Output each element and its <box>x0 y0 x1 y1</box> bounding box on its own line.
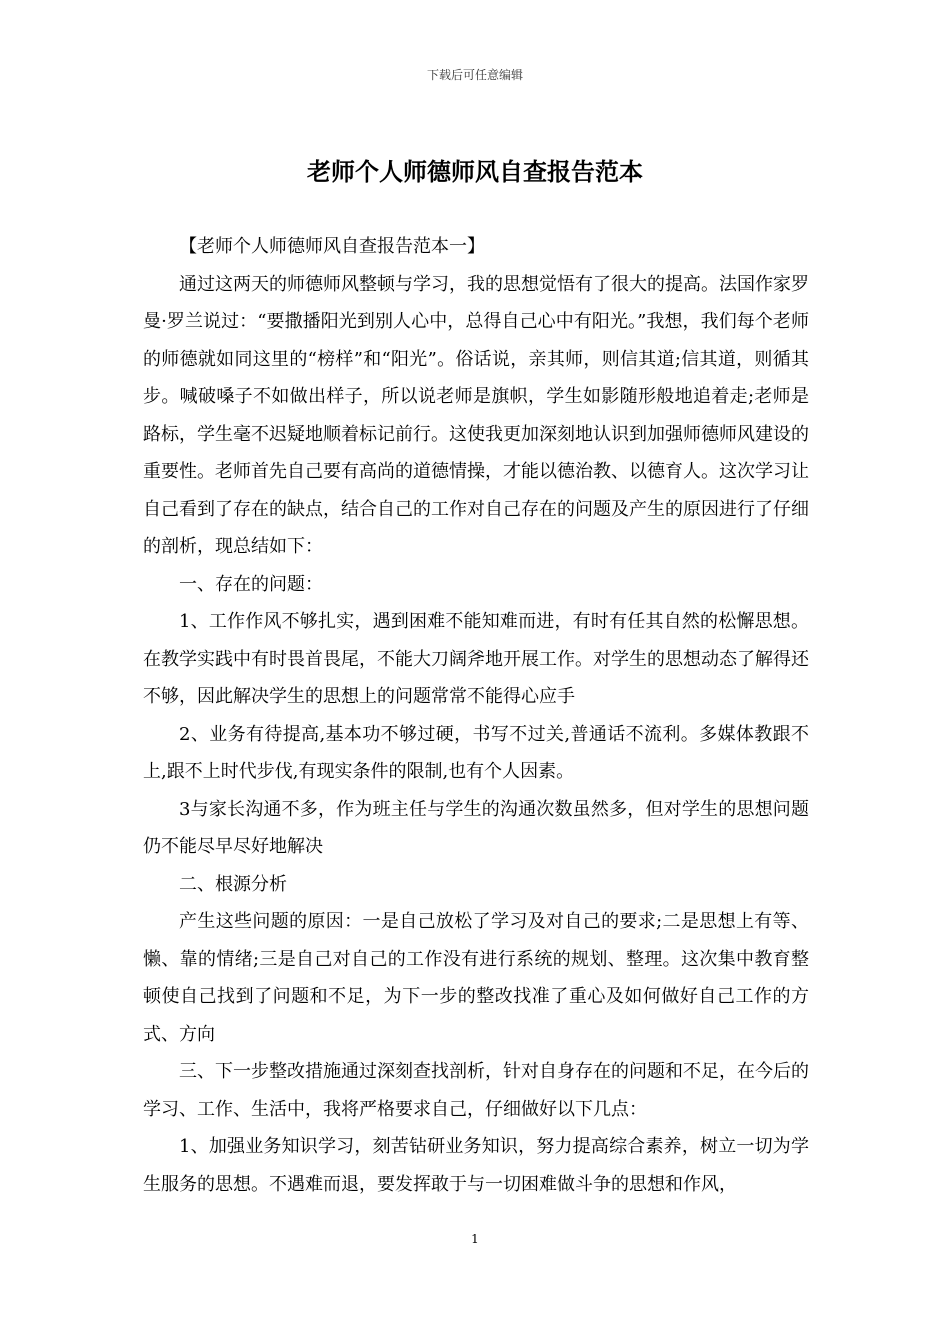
page-header-note: 下载后可任意编辑 <box>426 68 523 82</box>
heading-rectification-measures: 三、下一步整改措施通过深刻查找剖析，针对自身存在的问题和不足，在今后的学习、工作、生活中，我将严格要求自己，仔细做好以下几点： <box>143 1061 809 1120</box>
page-number: 1 <box>471 1232 479 1246</box>
problem-item-3: 3与家长沟通不多，作为班主任与学生的沟通次数虽然多，但对学生的思想问题仍不能尽早尽好地解决 <box>143 798 809 857</box>
root-cause-paragraph: 产生这些问题的原因：一是自己放松了学习及对自己的要求;二是思想上有等、懒、靠的情绪;三是自己对自己的工作没有进行系统的规划、整理。这次集中教育整顿使自己找到了问题和不足，为下一步的整改找准了重心及如何做好自己工作的方式、方向 <box>143 911 809 1045</box>
heading-existing-problems: 一、存在的问题： <box>179 573 323 595</box>
document-body <box>143 228 809 1203</box>
problem-item-1: 1、工作作风不够扎实，遇到困难不能知难而进，有时有任其自然的松懈思想。在教学实践中有时畏首畏尾，不能大刀阔斧地开展工作。对学生的思想动态了解得还不够，因此解决学生的思想上的问题常常不能得心应手 <box>143 611 809 707</box>
heading-root-cause-analysis: 二、根源分析 <box>179 873 287 895</box>
measure-item-1: 1、加强业务知识学习，刻苦钻研业务知识，努力提高综合素养，树立一切为学生服务的思想。不遇难而退，要发挥敢于与一切困难做斗争的思想和作风， <box>143 1136 809 1195</box>
intro-paragraph: 通过这两天的师德师风整顿与学习，我的思想觉悟有了很大的提高。法国作家罗曼·罗兰说过：“要撒播阳光到别人心中，总得自己心中有阳光。”我想，我们每个老师的师德就如同这里的“榜样”和“阳光”。俗话说，亲其师，则信其道;信其道，则循其步。喊破嗓子不如做出样子，所以说老师是旗帜，学生如影随形般地追着走;老师是路标，学生毫不迟疑地顺着标记前行。这使我更加深刻地认识到加强师德师风建设的重要性。老师首先自己要有高尚的道德情操，才能以德治教、以德育人。这次学习让自己看到了存在的缺点，结合自己的工作对自己存在的问题及产生的原因进行了仔细的剖析，现总结如下： <box>143 273 809 557</box>
section-heading-sample-one: 【老师个人师德师风自查报告范本一】 <box>179 236 485 257</box>
problem-item-2: 2、业务有待提高,基本功不够过硬，书写不过关,普通话不流利。多媒体教跟不上,跟不上时代步伐,有现实条件的限制,也有个人因素。 <box>143 723 809 782</box>
document-title: 老师个人师德师风自查报告范本 <box>307 157 643 186</box>
